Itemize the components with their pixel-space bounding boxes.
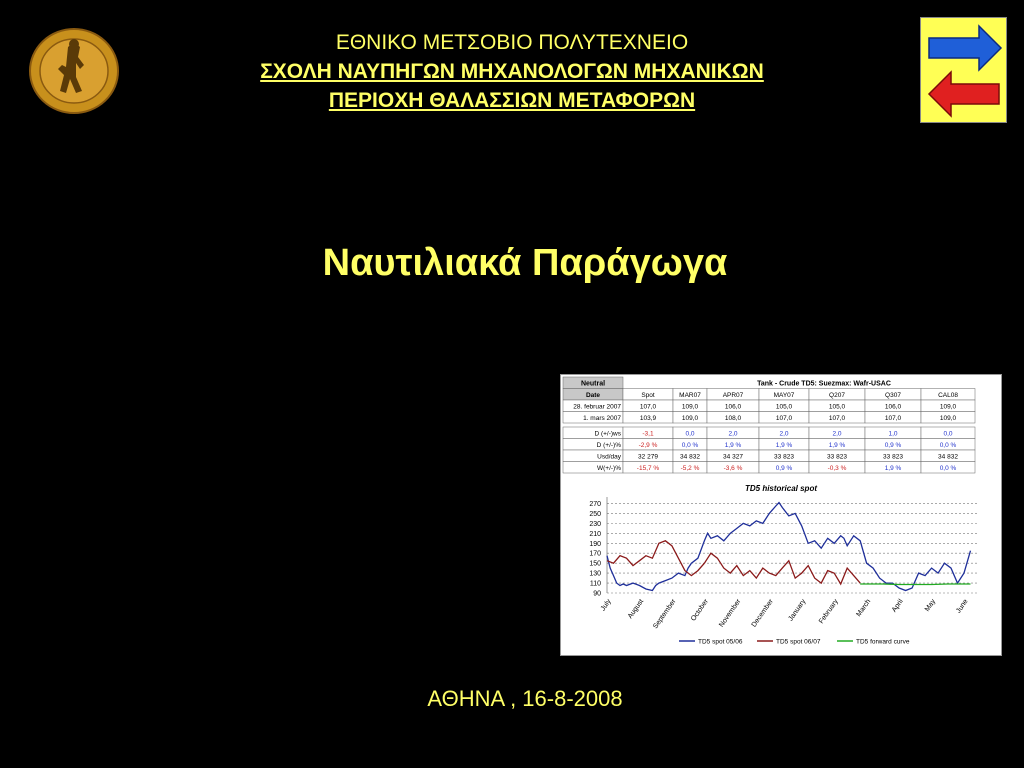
table-cell-value: 109,0 — [681, 403, 699, 411]
table-cell-value: 0,9 % — [775, 465, 793, 472]
table-header-label: Q207 — [829, 392, 845, 399]
navigation-panel — [920, 17, 1007, 123]
table-cell-value: 109,0 — [681, 415, 699, 422]
table-cell-value: 33 823 — [883, 453, 903, 461]
chart-x-tick-label: January — [787, 598, 808, 623]
table-cell-value: 1,9 % — [775, 442, 793, 449]
table-cell-value: 1,9 % — [884, 465, 902, 472]
chart-x-tick-label: July — [599, 598, 613, 613]
chart-y-tick-label: 110 — [589, 580, 601, 588]
slide-title: Ναυτιλιακά Παράγωγα — [322, 242, 728, 284]
table-cell-value: 109,0 — [939, 415, 957, 422]
chart-x-tick-label: June — [955, 598, 970, 615]
table-cell-value: 105,0 — [828, 403, 846, 411]
table-header-label: MAR07 — [679, 392, 701, 399]
table-row-label: D (+/-)% — [596, 442, 621, 449]
table-cell-value: 109,0 — [939, 403, 957, 411]
table-cell-value: 32 279 — [638, 453, 658, 461]
chart-y-tick-label: 150 — [589, 560, 601, 568]
table-cell-value: -3,1 — [642, 430, 654, 438]
chart-y-tick-label: 90 — [593, 590, 601, 598]
chart-x-tick-label: December — [750, 598, 775, 629]
chart-x-tick-label: November — [718, 598, 743, 629]
table-cell-value: 107,0 — [828, 415, 846, 422]
chart-y-tick-label: 130 — [589, 570, 601, 578]
table-cell-value: 2,0 — [728, 430, 738, 438]
table-header-label: APR07 — [722, 392, 744, 399]
table-header-label: Date — [585, 392, 601, 399]
chart-x-tick-label: April — [890, 598, 905, 614]
table-cell-value: 2,0 — [832, 430, 842, 438]
chart-y-tick-label: 230 — [589, 520, 601, 528]
table-cell-value: 108,0 — [724, 415, 742, 422]
table-cell-value: 1,9 % — [724, 442, 742, 449]
chart-legend-label: TD5 spot 06/07 — [776, 638, 821, 646]
table-cell-value: 33 823 — [774, 453, 794, 461]
table-cell-value: 107,0 — [884, 415, 902, 422]
chart-legend-label: TD5 forward curve — [856, 638, 910, 646]
table-cell-value: -0,3 % — [827, 465, 847, 472]
chart-x-tick-label: May — [923, 598, 938, 613]
left-arrow-icon[interactable] — [929, 72, 999, 116]
table-cell-value: 34 832 — [680, 453, 700, 461]
table-row-label: 28. februar 2007 — [573, 403, 621, 411]
table-cell-value: -5,2 % — [680, 465, 700, 472]
right-arrow-icon[interactable] — [929, 26, 1001, 70]
chart-y-tick-label: 250 — [589, 510, 601, 518]
table-cell-value: 2,0 — [779, 430, 789, 438]
university-seal-logo — [28, 27, 120, 115]
table-corner-label: Neutral — [580, 380, 606, 388]
table-cell-value: 107,0 — [639, 403, 657, 411]
table-cell-value: 103,9 — [639, 415, 657, 422]
table-header-label: CAL08 — [938, 392, 958, 399]
market-data-graphic — [561, 375, 1001, 655]
table-cell-value: 34 832 — [938, 453, 958, 461]
table-cell-value: 0,0 % — [939, 442, 957, 449]
table-cell-value: 0,9 % — [884, 442, 902, 449]
chart-x-tick-label: August — [626, 598, 646, 621]
table-row-label: W(+/-)% — [596, 465, 621, 472]
chart-y-tick-label: 210 — [589, 530, 601, 538]
chart-series-line — [607, 503, 971, 591]
chart-y-tick-label: 270 — [589, 500, 601, 508]
chart-title: TD5 historical spot — [744, 484, 818, 493]
chart-series-line — [860, 584, 970, 585]
chart-y-tick-label: 170 — [589, 550, 601, 558]
chart-x-tick-label: September — [652, 598, 678, 631]
table-cell-value: 34 327 — [723, 453, 743, 461]
table-cell-value: 0,0 — [685, 430, 695, 438]
table-cell-value: 0,0 — [943, 430, 953, 438]
header-line-2: ΣΧΟΛΗ ΝΑΥΠΗΓΩΝ ΜΗΧΑΝΟΛΟΓΩΝ ΜΗΧΑΝΙΚΩΝ — [260, 60, 764, 83]
table-cell-value: -2,9 % — [638, 442, 658, 449]
header-line-3: ΠΕΡΙΟΧΗ ΘΑΛΑΣΣΙΩΝ ΜΕΤΑΦΟΡΩΝ — [328, 89, 696, 112]
table-cell-value: 33 823 — [827, 453, 847, 461]
chart-x-tick-label: October — [689, 598, 711, 623]
table-cell-value: -3,6 % — [723, 465, 743, 472]
footer-date: ΑΘΗΝΑ , 16-8-2008 — [427, 686, 623, 711]
market-data-panel — [560, 374, 1002, 656]
chart-legend-label: TD5 spot 05/06 — [698, 638, 743, 646]
table-cell-value: 0,0 % — [681, 442, 699, 449]
table-header-label: Spot — [641, 392, 655, 399]
table-cell-value: 1,0 — [888, 430, 898, 438]
table-cell-value: 106,0 — [884, 403, 902, 411]
table-row-label: 1. mars 2007 — [583, 415, 621, 422]
chart-x-tick-label: February — [818, 598, 840, 626]
table-cell-value: -15,7 % — [636, 465, 660, 472]
header-line-1: ΕΘΝΙΚΟ ΜΕΤΣΟΒΙΟ ΠΟΛΥΤΕΧΝΕΙΟ — [335, 31, 689, 54]
table-header-label: MAY07 — [773, 392, 795, 399]
table-row-label: Usd/day — [597, 453, 621, 461]
chart-y-tick-label: 190 — [589, 540, 601, 548]
table-caption: Tank - Crude TD5: Suezmax: Wafr-USAC — [757, 380, 891, 388]
table-cell-value: 107,0 — [775, 415, 793, 422]
table-cell-value: 105,0 — [775, 403, 793, 411]
table-cell-value: 106,0 — [724, 403, 742, 411]
table-cell-value: 1,9 % — [828, 442, 846, 449]
chart-x-tick-label: March — [855, 598, 873, 619]
table-row-label: D (+/-)ws — [594, 430, 621, 438]
table-header-label: Q307 — [885, 392, 901, 399]
table-cell-value: 0,0 % — [939, 465, 957, 472]
